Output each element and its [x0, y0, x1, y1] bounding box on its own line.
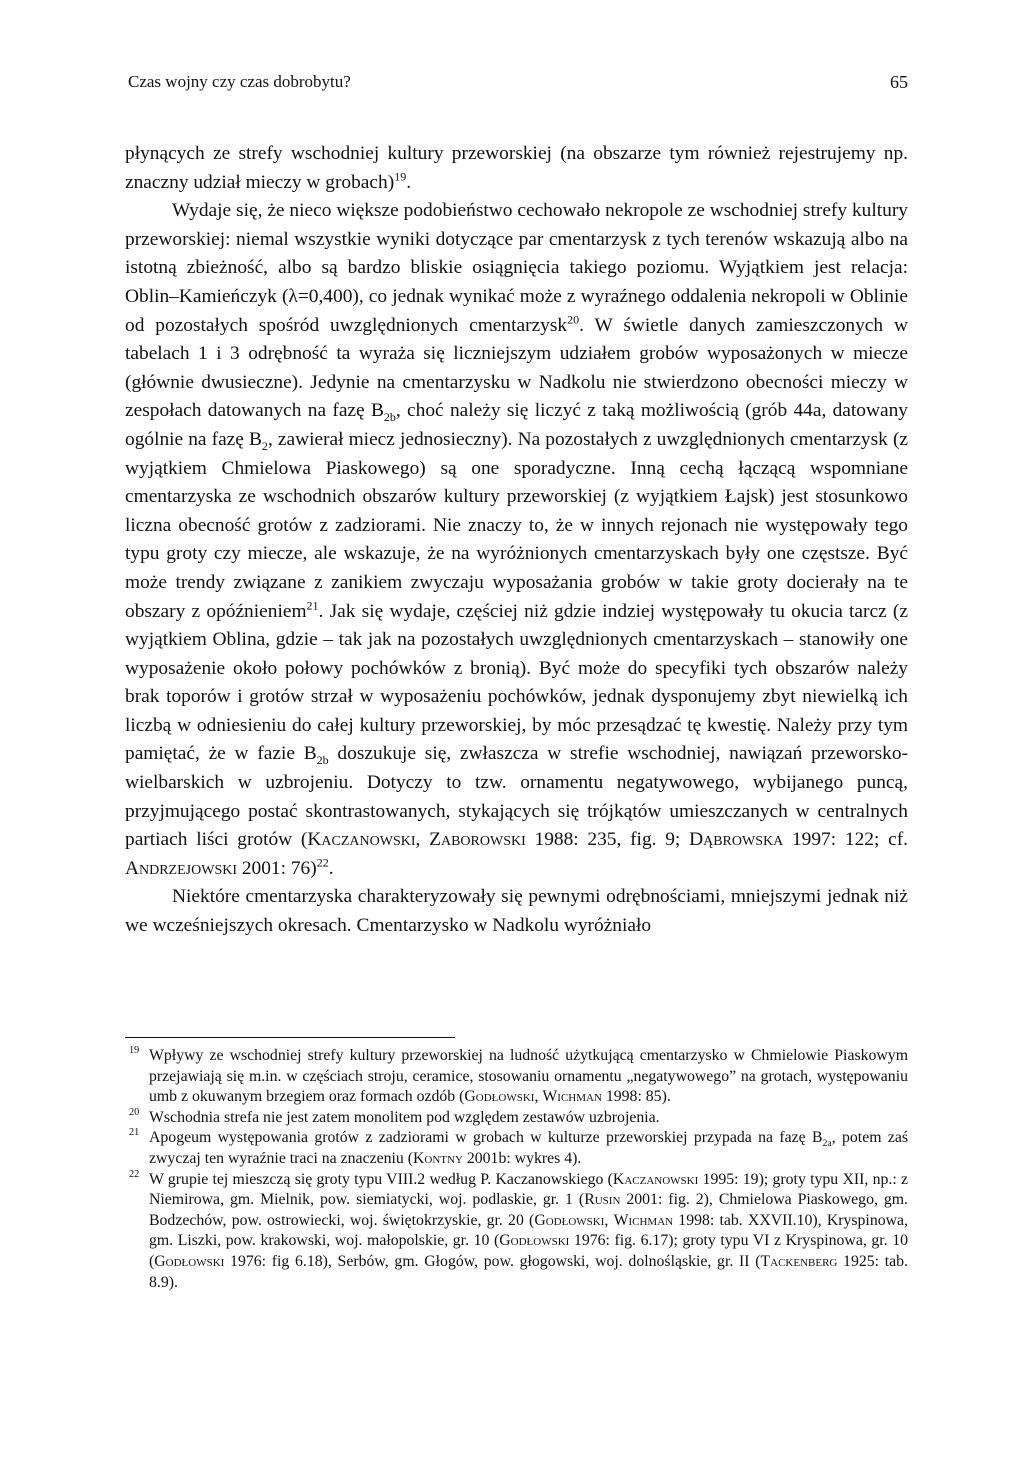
footnote-20 — [125, 1108, 908, 1129]
citation-author: Godłowski — [499, 1232, 570, 1250]
citation-author: Godłowski — [464, 1088, 535, 1106]
footnote-ref-22: 22 — [316, 855, 329, 870]
footnote-21 — [125, 1128, 908, 1169]
paragraph-2-text-f: doszukuje się, zwłaszcza w strefie wschodniej, nawiązań przeworsko-wielbarskich w uzbrojeniu. Dotyczy to tzw. ornamentu negatywowego, wybijanego puncą, przyjmującego postać skontrastowanych, stykających się trójkątów umieszczanych w centralnych partiach liści grotów ( — [125, 743, 909, 851]
paragraph-2-text-a: Wydaje się, że nieco większe podobieństwo cechowało nekropole ze wschodniej strefy kultury przeworskiej: niemal wszystkie wyniki dotyczące par cmentarzysk z tych terenów wskazują albo na istotną zbieżność, albo są bardzo bliskie osiągnięcia takiego poziomu. Wyjątkiem jest relacja: Oblin–Kamieńczyk (λ=0,400), co jednak wynikać może z wyraźnego oddalenia nekropoli w Oblinie od pozostałych spośród uwzględnionych cmentarzysk — [125, 200, 908, 336]
footnote-number: 20 — [129, 1106, 140, 1118]
footnote-ref-20: 20 — [567, 312, 580, 327]
citation-text: 1998: 85). — [601, 1088, 671, 1106]
citation-author: Tackenberg — [760, 1252, 838, 1270]
page-number: 65 — [890, 72, 908, 92]
citation-text: 2001b: wykres 4). — [462, 1149, 582, 1167]
footnote-number: 21 — [129, 1127, 140, 1139]
citation-author: Godłowski — [534, 1211, 605, 1229]
citation-author: Dąbrowska — [689, 829, 784, 851]
footnote-text: , potem zaś zwyczaj ten wyraźnie traci na znaczeniu ( — [149, 1129, 908, 1167]
citation-author: Kaczanowski — [612, 1170, 699, 1188]
citation-author: Kaczanowski — [307, 829, 416, 851]
citation-text: 2001: 76) — [237, 857, 317, 879]
footnote-number: 19 — [129, 1045, 140, 1056]
paragraph-2-end: . — [328, 857, 334, 879]
citation-author: Wichman — [613, 1211, 674, 1229]
citation-author: Godłowski — [154, 1252, 225, 1270]
citation-text: 1976: fig. 6.17); groty typu VI z Kryspinowa, gr. 10 ( — [149, 1232, 909, 1270]
citation-text: 1976: fig 6.18), Serbów, gm. Głogów, pow. głogowski, woj. dolnośląskie, gr. II ( — [224, 1252, 761, 1270]
citation-text: 1988: 235, fig. 9; — [525, 829, 690, 851]
paragraph-1-text: płynących ze strefy wschodniej kultury przeworskiej (na obszarze tym również rejestrujemy np. znaczny udział mieczy w grobach) — [125, 143, 908, 193]
citation-author: Rusin — [584, 1191, 621, 1209]
paragraph-2 — [125, 197, 908, 883]
running-title: Czas wojny czy czas dobrobytu? — [128, 72, 351, 91]
citation-author: Zaborowski — [429, 829, 526, 851]
citation-author: Kontny — [413, 1149, 463, 1167]
footnote-ref-21: 21 — [306, 598, 319, 613]
citation-separator: , — [415, 829, 430, 851]
phase-subscript: 2 — [261, 438, 268, 453]
citation-text: 1925: tab. 8.9). — [149, 1252, 908, 1291]
footnote-number: 22 — [129, 1168, 140, 1180]
phase-subscript: 2b — [316, 753, 329, 768]
paragraph-1-end: . — [406, 171, 412, 193]
footnote-text: Wschodnia strefa nie jest zatem monolitem pod względem zestawów uzbrojenia. — [149, 1108, 660, 1126]
phase-subscript: 2b — [383, 410, 396, 425]
footnote-separator — [125, 1037, 455, 1038]
paragraph-2-text-b: . W świetle danych zamieszczonych w tabelach 1 i 3 odrębność ta wyraża się liczniejszym udziałem grobów wyposażonych w miecze (głównie dwusieczne). Jedynie na cmentarzysku w Nadkolu nie stwierdzono obecności mieczy w zespołach datowanych na fazę B — [125, 314, 908, 422]
footnotes — [125, 1046, 908, 1293]
footnote-text: Apogeum występowania grotów z zadziorami w grobach w kulturze przeworskiej przypada na fazę B — [149, 1129, 823, 1147]
paragraph-3 — [125, 883, 908, 940]
paragraph-1 — [125, 140, 908, 197]
paragraph-2-text-c: , choć należy się liczyć z taką możliwością (grób 44a, datowany ogólnie na fazę B — [125, 400, 908, 450]
citation-text: 1997: 122; cf. — [783, 829, 909, 851]
citation-text: 1995: 19); groty typu XII, np.: z Niemirowa, gm. Mielnik, pow. siemiatycki, woj. podlaskie, gr. 1 ( — [149, 1170, 908, 1209]
paragraph-3-text: Niektóre cmentarzyska charakteryzowały się pewnymi odrębnościami, mniejszymi jednak niż we wcześniejszych okresach. Cmentarzysko w Nadkolu wyróżniało — [125, 886, 908, 937]
citation-author: Andrzejowski — [125, 857, 237, 879]
footnote-22 — [125, 1170, 908, 1294]
citation-separator: , — [604, 1211, 614, 1229]
footnote-text: Wpływy ze wschodniej strefy kultury przeworskiej na ludność użytkującą cmentarzysko w Chmielowie Piaskowym przejawiają się m.in. w częściach stroju, ceramice, stosowaniu ornamentu „negatywowego” na grotach, występowaniu umb z okuwanym brzegiem oraz formach ozdób ( — [149, 1047, 908, 1106]
footnote-text: W grupie tej mieszczą się groty typu VIII.2 według P. Kaczanowskiego ( — [149, 1170, 613, 1188]
main-text — [125, 140, 908, 941]
paragraph-2-text-e: . Jak się wydaje, częściej niż gdzie indziej występowały tu okucia tarcz (z wyjątkiem Oblina, gdzie – tak jak na pozostałych uwzględnionych cmentarzyskach – stanowiły one wyposażenie około połowy pochówków z bronią). Być może do specyfiki tych obszarów należy brak toporów i grotów strzał w wyposażeniu pochówków, jednak dysponujemy zbyt niewielką ich liczbą w odniesieniu do całej kultury przeworskiej, by móc przesądzać tę kwestię. Należy przy tym pamiętać, że w fazie B — [125, 600, 908, 765]
citation-separator: , — [534, 1088, 543, 1106]
paragraph-2-text-d: , zawierał miecz jednosieczny). Na pozostałych z uwzględnionych cmentarzysk (z wyjątkiem Chmielowa Piaskowego) są one sporadyczne. Inną cechą łączącą wspomniane cmentarzyska ze wschodnich obszarów kultury przeworskiej (z wyjątkiem Łajsk) jest stosunkowo liczna obecność grotów z zadziorami. Nie znaczy to, że w innych rejonach nie występowały tego typu groty czy miecze, ale wskazuje, że na wyróżnionych cmentarzyskach były one częstsze. Być może trendy związane z zanikiem zwyczaju wyposażania grobów w takie groty docierały na te obszary z opóźnieniem — [125, 428, 909, 622]
citation-text: 1998: tab. XXVII.10), Kryspinowa, gm. Liszki, pow. krakowski, woj. małopolskie, gr. 10 ( — [149, 1211, 908, 1250]
citation-text: 2001: fig. 2), Chmielowa Piaskowego, gm. Bodzechów, pow. ostrowiecki, woj. świętokrzyskie, gr. 20 ( — [149, 1191, 909, 1229]
citation-author: Wichman — [542, 1088, 602, 1106]
footnote-ref-19: 19 — [394, 169, 407, 184]
phase-subscript: 2a — [822, 1138, 832, 1150]
footnote-19 — [125, 1046, 908, 1108]
